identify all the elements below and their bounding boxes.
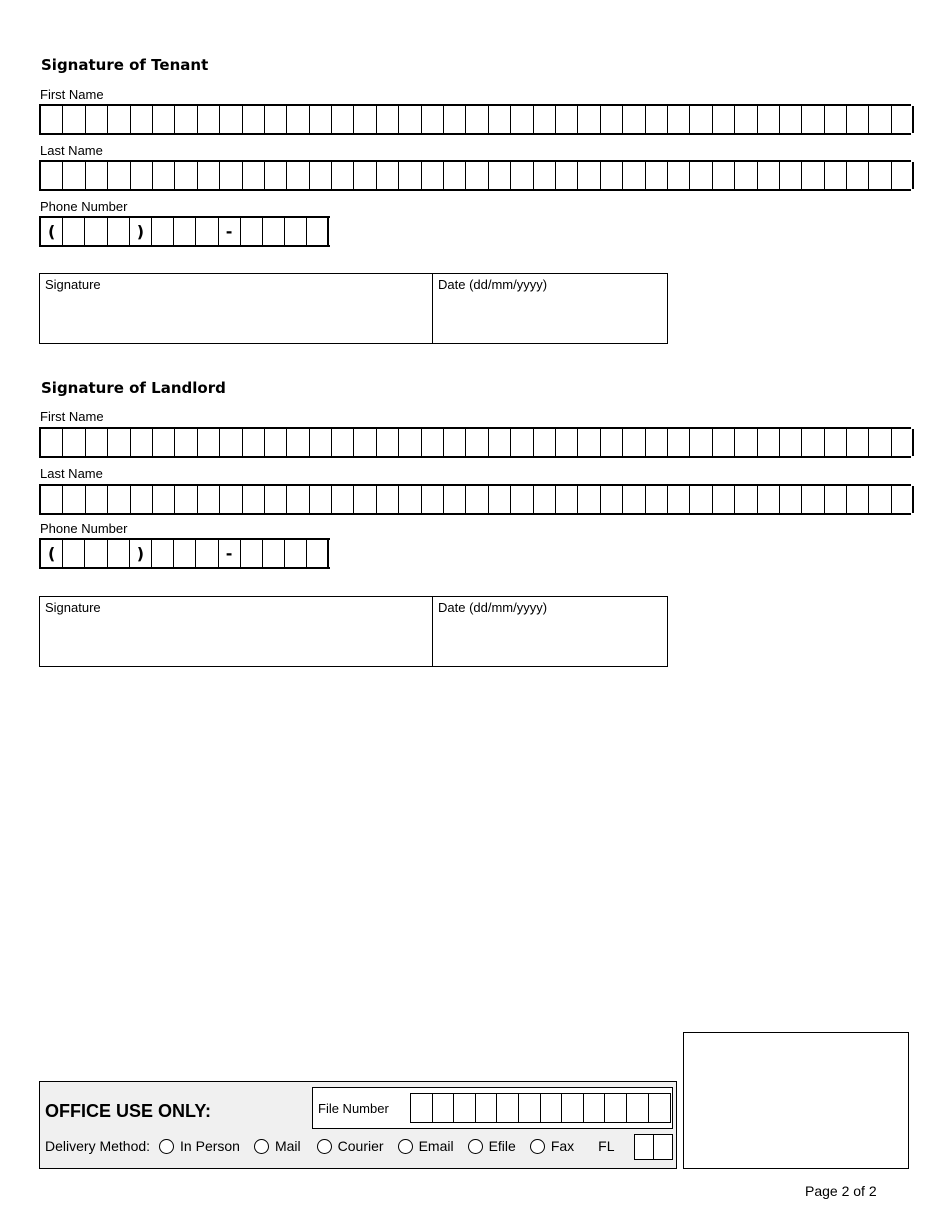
char-cell[interactable] (175, 486, 197, 513)
radio-icon[interactable] (159, 1139, 174, 1154)
landlord-signature-field[interactable] (40, 597, 433, 666)
file-number-box (312, 1087, 673, 1129)
char-cell[interactable] (175, 162, 197, 189)
char-cell[interactable] (444, 162, 466, 189)
char-cell[interactable] (668, 106, 690, 133)
char-cell[interactable] (310, 106, 332, 133)
tenant-first-name-field[interactable] (39, 104, 911, 135)
char-cell[interactable] (780, 486, 802, 513)
phone-digit-cell[interactable] (241, 218, 263, 245)
char-cell[interactable] (399, 106, 421, 133)
char-cell[interactable] (869, 486, 891, 513)
char-cell[interactable] (623, 429, 645, 456)
char-cell[interactable] (758, 429, 780, 456)
char-cell[interactable] (220, 162, 242, 189)
char-cell[interactable] (310, 429, 332, 456)
char-cell[interactable] (758, 162, 780, 189)
char-cell[interactable] (690, 162, 712, 189)
landlord-section-title: Signature of Landlord (41, 379, 226, 397)
char-cell[interactable] (41, 106, 63, 133)
char-cell[interactable] (63, 106, 85, 133)
char-cell[interactable] (802, 429, 824, 456)
char-cell[interactable] (153, 162, 175, 189)
char-cell[interactable] (198, 106, 220, 133)
phone-dash: - (219, 540, 241, 567)
char-cell[interactable] (411, 1094, 433, 1122)
tenant-last-name-label: Last Name (40, 143, 103, 158)
phone-digit-cell[interactable] (152, 218, 174, 245)
char-cell[interactable] (869, 429, 891, 456)
delivery-method-row (45, 1138, 615, 1154)
char-cell[interactable] (802, 106, 824, 133)
phone-digit-cell[interactable] (63, 218, 85, 245)
char-cell[interactable] (511, 486, 533, 513)
char-cell[interactable] (646, 162, 668, 189)
char-cell[interactable] (265, 162, 287, 189)
char-cell[interactable] (466, 162, 488, 189)
fl-label: FL (598, 1138, 615, 1154)
phone-digit-cell[interactable] (307, 540, 329, 567)
char-cell[interactable] (869, 106, 891, 133)
delivery-option-label: Mail (274, 1138, 301, 1154)
char-cell[interactable] (466, 486, 488, 513)
char-cell[interactable] (713, 162, 735, 189)
char-cell[interactable] (541, 1094, 563, 1122)
char-cell[interactable] (332, 162, 354, 189)
char-cell[interactable] (578, 106, 600, 133)
stamp-box (683, 1032, 909, 1169)
char-cell[interactable] (198, 429, 220, 456)
office-use-title: OFFICE USE ONLY: (45, 1101, 212, 1121)
char-cell[interactable] (892, 429, 914, 456)
phone-digit-cell[interactable] (263, 540, 285, 567)
char-cell[interactable] (892, 162, 914, 189)
char-cell[interactable] (780, 162, 802, 189)
char-cell[interactable] (713, 429, 735, 456)
radio-icon[interactable] (254, 1139, 269, 1154)
char-cell[interactable] (489, 486, 511, 513)
char-cell[interactable] (578, 486, 600, 513)
phone-open-paren: ( (41, 218, 63, 245)
phone-close-paren: ) (130, 218, 152, 245)
char-cell[interactable] (175, 106, 197, 133)
char-cell[interactable] (556, 162, 578, 189)
char-cell[interactable] (847, 429, 869, 456)
char-cell[interactable] (511, 162, 533, 189)
char-cell[interactable] (668, 162, 690, 189)
landlord-last-name-label: Last Name (40, 466, 103, 481)
radio-icon[interactable] (468, 1139, 483, 1154)
char-cell[interactable] (63, 429, 85, 456)
char-cell[interactable] (497, 1094, 519, 1122)
tenant-signature-label: Signature (45, 277, 101, 292)
char-cell[interactable] (86, 429, 108, 456)
char-cell[interactable] (534, 106, 556, 133)
delivery-method-label: Delivery Method: (45, 1138, 151, 1154)
char-cell[interactable] (310, 162, 332, 189)
char-cell[interactable] (399, 162, 421, 189)
char-cell[interactable] (511, 106, 533, 133)
char-cell[interactable] (649, 1094, 671, 1122)
char-cell[interactable] (758, 106, 780, 133)
phone-digit-cell[interactable] (263, 218, 285, 245)
char-cell[interactable] (780, 429, 802, 456)
char-cell[interactable] (825, 429, 847, 456)
char-cell[interactable] (86, 106, 108, 133)
char-cell[interactable] (556, 429, 578, 456)
char-cell[interactable] (354, 429, 376, 456)
char-cell[interactable] (476, 1094, 498, 1122)
delivery-option-label: Email (418, 1138, 454, 1154)
char-cell[interactable] (713, 486, 735, 513)
char-cell[interactable] (454, 1094, 476, 1122)
char-cell[interactable] (198, 162, 220, 189)
char-cell[interactable] (310, 486, 332, 513)
char-cell[interactable] (332, 486, 354, 513)
char-cell[interactable] (690, 429, 712, 456)
landlord-signature-block (39, 596, 668, 667)
char-cell[interactable] (41, 486, 63, 513)
phone-digit-cell[interactable] (285, 540, 307, 567)
phone-digit-cell[interactable] (108, 218, 130, 245)
file-number-field[interactable] (410, 1093, 671, 1123)
char-cell[interactable] (489, 162, 511, 189)
char-cell[interactable] (63, 486, 85, 513)
tenant-date-label: Date (dd/mm/yyyy) (438, 277, 548, 292)
tenant-section-title: Signature of Tenant (41, 56, 209, 74)
char-cell[interactable] (690, 106, 712, 133)
landlord-date-label: Date (dd/mm/yyyy) (438, 600, 548, 615)
char-cell[interactable] (601, 429, 623, 456)
tenant-last-name-field[interactable] (39, 160, 911, 191)
char-cell[interactable] (511, 429, 533, 456)
delivery-option-courier[interactable] (317, 1138, 384, 1154)
char-cell[interactable] (131, 486, 153, 513)
delivery-option-mail[interactable] (254, 1138, 301, 1154)
char-cell[interactable] (562, 1094, 584, 1122)
char-cell[interactable] (847, 162, 869, 189)
char-cell[interactable] (802, 162, 824, 189)
char-cell[interactable] (220, 106, 242, 133)
char-cell[interactable] (735, 162, 757, 189)
char-cell[interactable] (519, 1094, 541, 1122)
char-cell[interactable] (668, 486, 690, 513)
phone-open-paren: ( (41, 540, 63, 567)
char-cell[interactable] (578, 162, 600, 189)
delivery-option-fax[interactable] (530, 1138, 574, 1154)
char-cell[interactable] (153, 429, 175, 456)
landlord-date-field[interactable] (433, 597, 667, 666)
char-cell[interactable] (668, 429, 690, 456)
char-cell[interactable] (243, 162, 265, 189)
delivery-option-label: In Person (180, 1138, 240, 1154)
char-cell[interactable] (175, 429, 197, 456)
delivery-option-label: Efile (488, 1138, 516, 1154)
char-cell[interactable] (433, 1094, 455, 1122)
char-cell[interactable] (802, 486, 824, 513)
phone-digit-cell[interactable] (174, 540, 196, 567)
char-cell[interactable] (377, 429, 399, 456)
char-cell[interactable] (444, 486, 466, 513)
landlord-first-name-field[interactable] (39, 427, 911, 458)
delivery-option-email[interactable] (398, 1138, 454, 1154)
char-cell[interactable] (623, 162, 645, 189)
fl-cell[interactable] (635, 1135, 654, 1159)
delivery-option-label: Fax (550, 1138, 575, 1154)
char-cell[interactable] (466, 106, 488, 133)
char-cell[interactable] (534, 486, 556, 513)
char-cell[interactable] (108, 429, 130, 456)
char-cell[interactable] (825, 486, 847, 513)
char-cell[interactable] (444, 429, 466, 456)
char-cell[interactable] (377, 162, 399, 189)
page-number: Page 2 of 2 (805, 1183, 877, 1199)
char-cell[interactable] (534, 429, 556, 456)
char-cell[interactable] (556, 486, 578, 513)
char-cell[interactable] (489, 106, 511, 133)
tenant-signature-field[interactable] (40, 274, 433, 343)
radio-icon[interactable] (398, 1139, 413, 1154)
char-cell[interactable] (220, 429, 242, 456)
char-cell[interactable] (243, 486, 265, 513)
char-cell[interactable] (220, 486, 242, 513)
char-cell[interactable] (735, 486, 757, 513)
phone-digit-cell[interactable] (307, 218, 329, 245)
char-cell[interactable] (287, 106, 309, 133)
char-cell[interactable] (556, 106, 578, 133)
landlord-phone-field[interactable] (39, 538, 330, 569)
char-cell[interactable] (41, 429, 63, 456)
char-cell[interactable] (108, 162, 130, 189)
char-cell[interactable] (825, 106, 847, 133)
delivery-option-in-person[interactable] (159, 1138, 240, 1154)
char-cell[interactable] (354, 486, 376, 513)
char-cell[interactable] (377, 486, 399, 513)
phone-dash: - (219, 218, 241, 245)
phone-digit-cell[interactable] (85, 540, 107, 567)
phone-digit-cell[interactable] (196, 218, 218, 245)
tenant-phone-label: Phone Number (40, 199, 128, 214)
char-cell[interactable] (869, 162, 891, 189)
char-cell[interactable] (444, 106, 466, 133)
tenant-date-field[interactable] (433, 274, 667, 343)
fl-cell[interactable] (654, 1135, 672, 1159)
char-cell[interactable] (847, 106, 869, 133)
phone-digit-cell[interactable] (85, 218, 107, 245)
char-cell[interactable] (780, 106, 802, 133)
fl-field[interactable] (634, 1134, 673, 1160)
char-cell[interactable] (63, 162, 85, 189)
phone-digit-cell[interactable] (63, 540, 85, 567)
char-cell[interactable] (131, 106, 153, 133)
tenant-phone-field[interactable] (39, 216, 330, 247)
char-cell[interactable] (623, 486, 645, 513)
file-number-label: File Number (318, 1101, 389, 1116)
char-cell[interactable] (332, 429, 354, 456)
phone-digit-cell[interactable] (285, 218, 307, 245)
char-cell[interactable] (601, 162, 623, 189)
phone-digit-cell[interactable] (241, 540, 263, 567)
delivery-option-label: Courier (337, 1138, 384, 1154)
char-cell[interactable] (243, 106, 265, 133)
char-cell[interactable] (690, 486, 712, 513)
char-cell[interactable] (287, 486, 309, 513)
char-cell[interactable] (623, 106, 645, 133)
char-cell[interactable] (466, 429, 488, 456)
char-cell[interactable] (108, 106, 130, 133)
char-cell[interactable] (847, 486, 869, 513)
char-cell[interactable] (534, 162, 556, 189)
char-cell[interactable] (578, 429, 600, 456)
char-cell[interactable] (646, 429, 668, 456)
char-cell[interactable] (605, 1094, 627, 1122)
char-cell[interactable] (713, 106, 735, 133)
char-cell[interactable] (422, 486, 444, 513)
char-cell[interactable] (892, 486, 914, 513)
char-cell[interactable] (601, 106, 623, 133)
office-use-panel (39, 1081, 677, 1169)
landlord-phone-label: Phone Number (40, 521, 128, 536)
char-cell[interactable] (646, 486, 668, 513)
char-cell[interactable] (825, 162, 847, 189)
char-cell[interactable] (399, 486, 421, 513)
char-cell[interactable] (646, 106, 668, 133)
char-cell[interactable] (354, 162, 376, 189)
landlord-last-name-field[interactable] (39, 484, 911, 515)
char-cell[interactable] (332, 106, 354, 133)
char-cell[interactable] (108, 486, 130, 513)
radio-icon[interactable] (317, 1139, 332, 1154)
char-cell[interactable] (198, 486, 220, 513)
char-cell[interactable] (399, 429, 421, 456)
char-cell[interactable] (265, 106, 287, 133)
char-cell[interactable] (377, 106, 399, 133)
tenant-first-name-label: First Name (40, 87, 104, 102)
char-cell[interactable] (153, 486, 175, 513)
char-cell[interactable] (601, 486, 623, 513)
char-cell[interactable] (41, 162, 63, 189)
char-cell[interactable] (265, 429, 287, 456)
char-cell[interactable] (422, 429, 444, 456)
char-cell[interactable] (758, 486, 780, 513)
char-cell[interactable] (131, 162, 153, 189)
char-cell[interactable] (422, 106, 444, 133)
char-cell[interactable] (489, 429, 511, 456)
char-cell[interactable] (86, 486, 108, 513)
char-cell[interactable] (892, 106, 914, 133)
char-cell[interactable] (422, 162, 444, 189)
phone-digit-cell[interactable] (196, 540, 218, 567)
char-cell[interactable] (735, 429, 757, 456)
char-cell[interactable] (735, 106, 757, 133)
landlord-signature-label: Signature (45, 600, 101, 615)
char-cell[interactable] (153, 106, 175, 133)
phone-digit-cell[interactable] (174, 218, 196, 245)
phone-close-paren: ) (130, 540, 152, 567)
char-cell[interactable] (265, 486, 287, 513)
char-cell[interactable] (584, 1094, 606, 1122)
radio-icon[interactable] (530, 1139, 545, 1154)
tenant-signature-block (39, 273, 668, 344)
char-cell[interactable] (354, 106, 376, 133)
phone-digit-cell[interactable] (108, 540, 130, 567)
landlord-first-name-label: First Name (40, 409, 104, 424)
char-cell[interactable] (287, 162, 309, 189)
char-cell[interactable] (131, 429, 153, 456)
delivery-option-efile[interactable] (468, 1138, 516, 1154)
phone-digit-cell[interactable] (152, 540, 174, 567)
char-cell[interactable] (86, 162, 108, 189)
char-cell[interactable] (287, 429, 309, 456)
char-cell[interactable] (627, 1094, 649, 1122)
char-cell[interactable] (243, 429, 265, 456)
